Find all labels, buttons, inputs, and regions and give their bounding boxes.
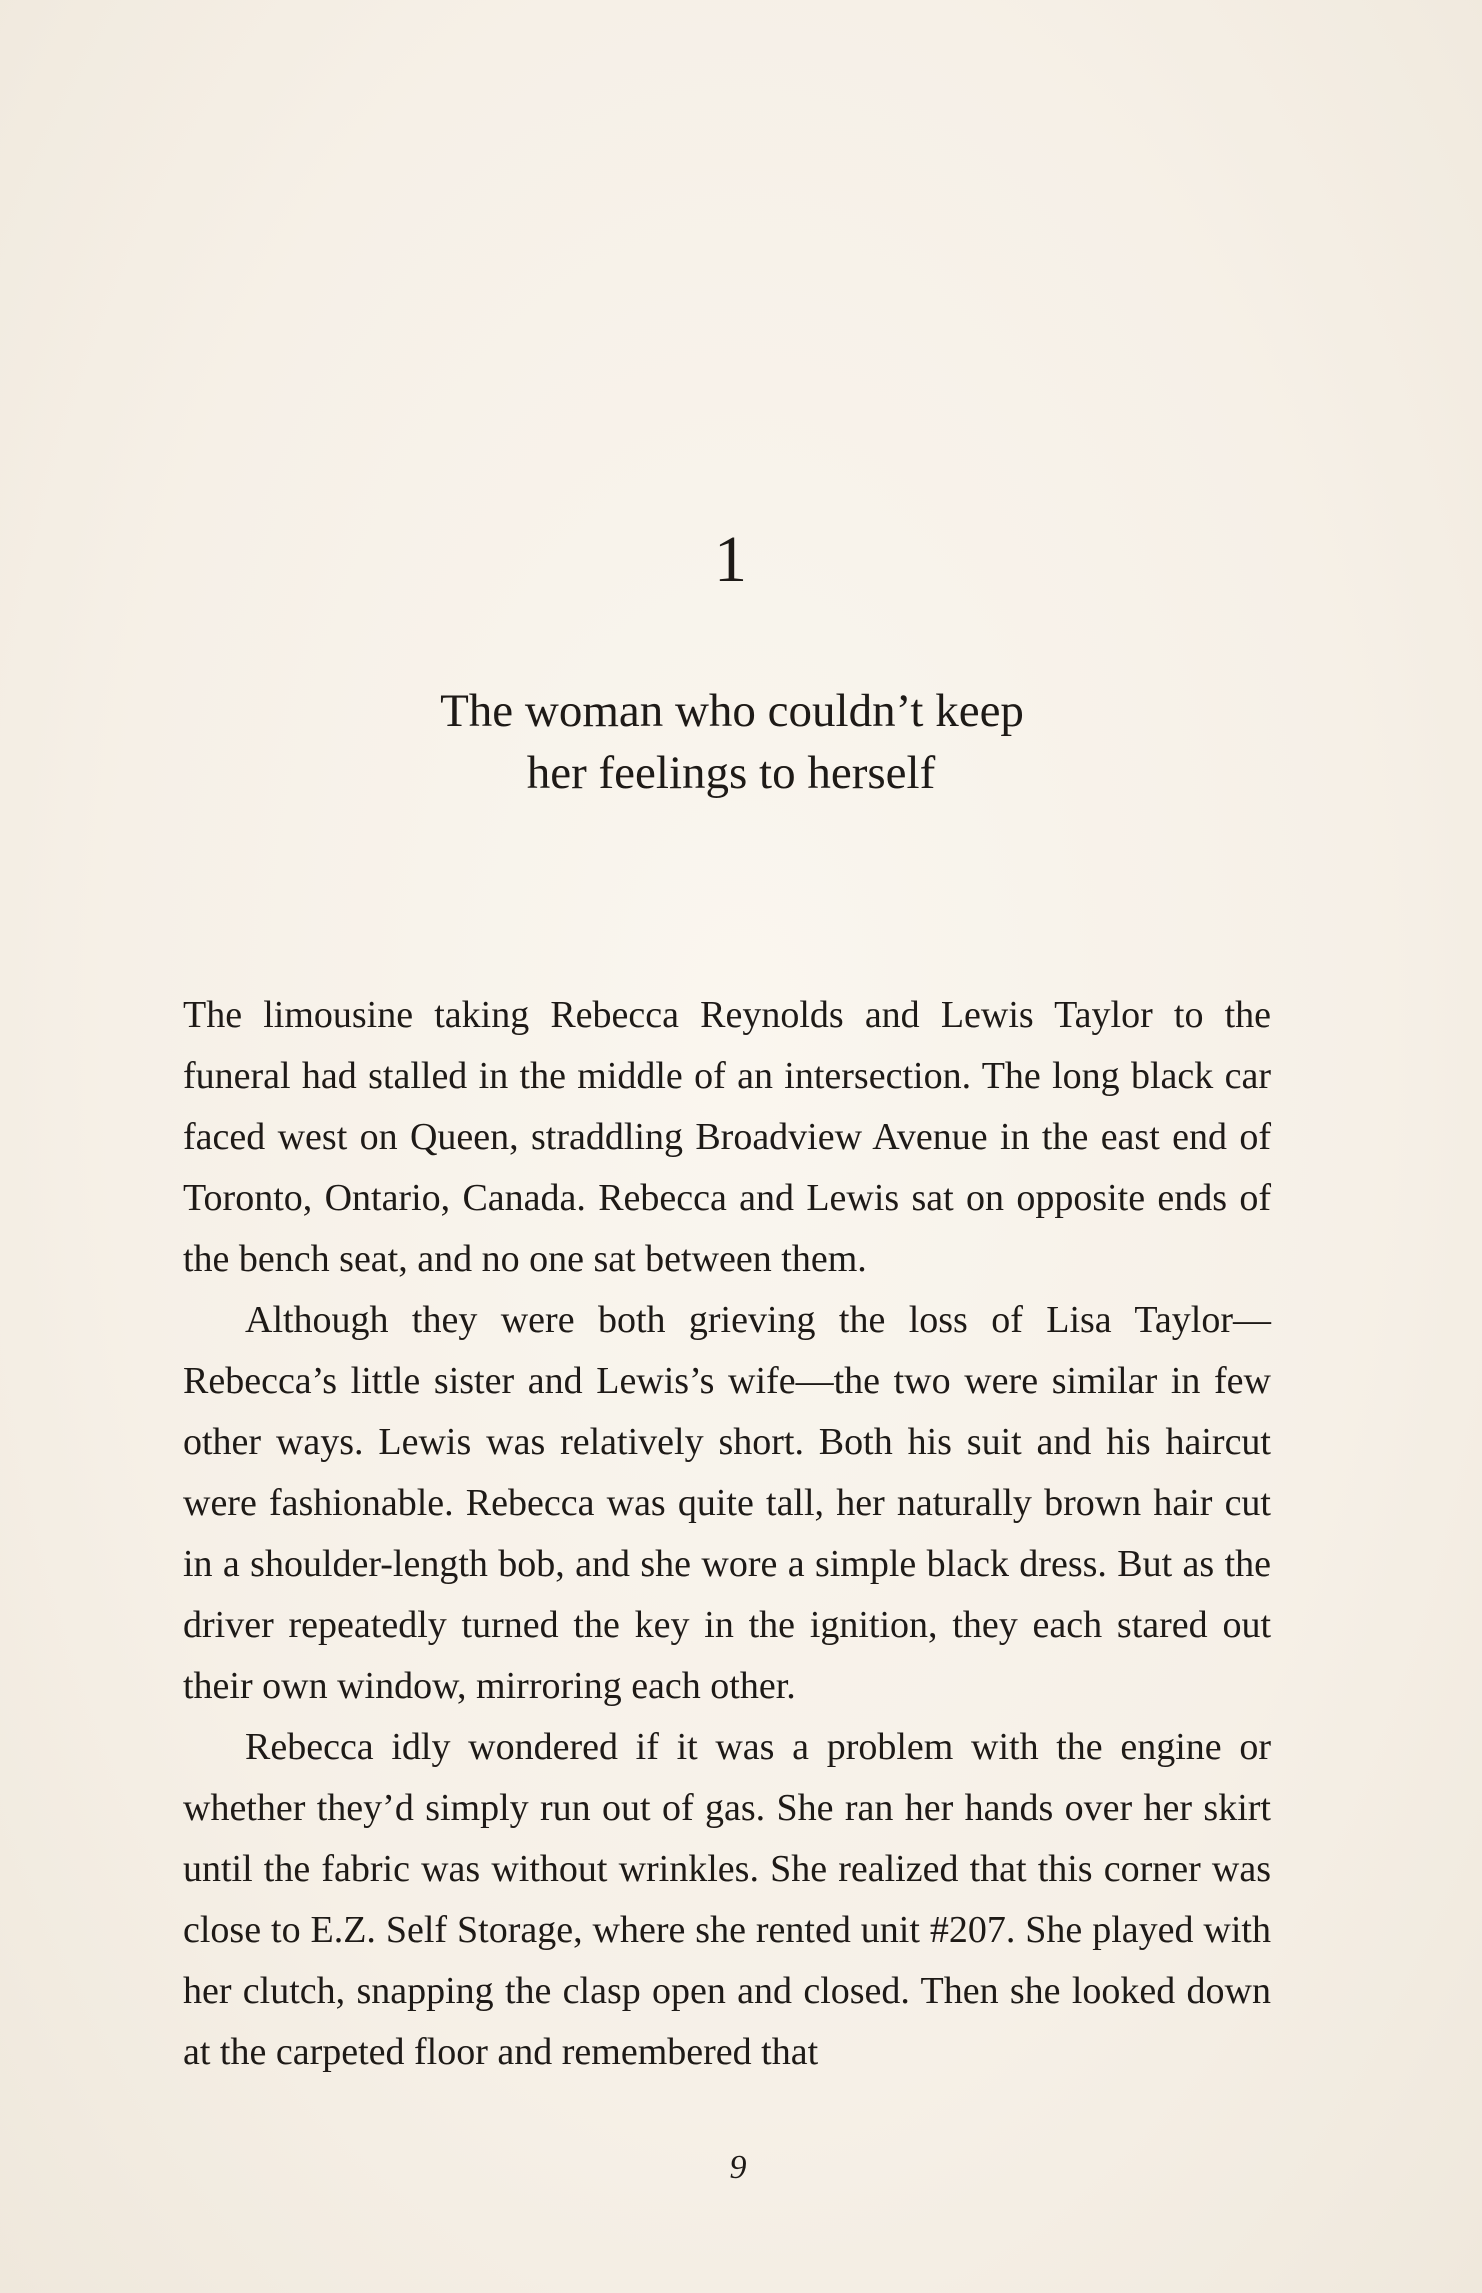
paragraph-1: The limousine taking Rebecca Reynolds and Lewis Taylor to the funeral had stalled in the middle of an intersection. The long black car faced west on Queen, straddling Broadview Avenue in the east end of Toronto, Ontario, Canada. Rebecca and Lewis sat on opposite ends of the bench seat, and no one sat between them.: [183, 994, 1271, 1280]
page-number-text: 9: [729, 2149, 747, 2186]
chapter-title: [0, 680, 1482, 804]
chapter-number: [0, 520, 1482, 600]
chapter-title-line-2: her feelings to herself: [526, 747, 936, 799]
page-number: [0, 2148, 1482, 2188]
paragraph-3: Rebecca idly wondered if it was a problem with the engine or whether they’d simply run out of gas. She ran her hands over her skirt until the fabric was without wrinkles. She realized that this corner was close to E.Z. Self Storage, where she rented unit #207. She played with her clutch, snapping the clasp open and closed. Then she looked down at the carpeted floor and remembered that: [183, 1726, 1271, 2073]
chapter-title-line-1: The woman who couldn’t keep: [440, 685, 1024, 737]
body-text: [183, 985, 1271, 2083]
paragraph-2: Although they were both grieving the loss of Lisa Taylor—Rebecca’s little sister and Lewis’s wife—the two were similar in few other ways. Lewis was relatively short. Both his suit and his haircut were fashionable. Rebecca was quite tall, her naturally brown hair cut in a shoulder-length bob, and she wore a simple black dress. But as the driver repeatedly turned the key in the ignition, they each stared out their own window, mirroring each other.: [183, 1299, 1271, 1707]
chapter-number-text: 1: [714, 523, 748, 596]
